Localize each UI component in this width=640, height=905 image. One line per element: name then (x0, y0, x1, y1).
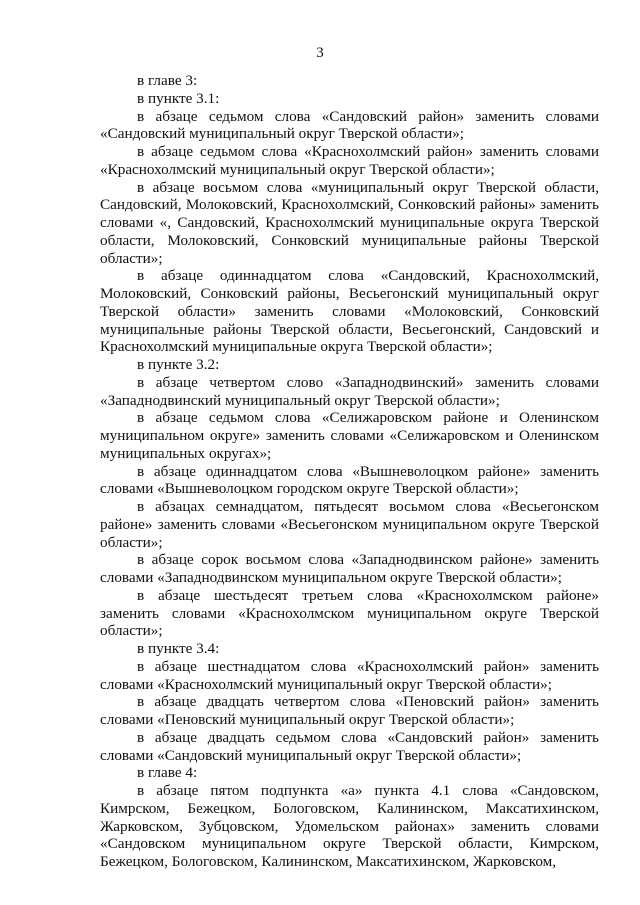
paragraph-amendment: в абзаце одиннадцатом слова «Вышневолоцком районе» заменить словами «Вышневолоцком городском округе Тверской области»; (100, 462, 599, 498)
paragraph-chapter-3: в главе 3: (137, 72, 198, 89)
paragraph-clause-3-1: в пункте 3.1: (137, 89, 220, 107)
document-body (100, 72, 599, 871)
paragraph-amendment: в абзаце одиннадцатом слова «Сандовский, Краснохолмский, Молоковский, Сонковский районы, Весьегонский муниципальный округ Тверской области» заменить словами «Молоковский, Сонковский муниципальные районы Тверской области, Весьегонский, Сандовский и Краснохолмский муниципальные округа Тверской области»; (100, 267, 599, 356)
paragraph-amendment: в абзаце седьмом слова «Селижаровском районе и Оленинском муниципальном округе» заменить словами «Селижаровском и Оленинском муниципальных округах»; (100, 409, 599, 462)
paragraph-clause-3-4: в пункте 3.4: (137, 640, 220, 657)
paragraph-amendment: в абзаце восьмом слова «муниципальный округ Тверской области, Сандовский, Молоковский, Краснохолмский, Сонковский районы» заменить словами «, Сандовский, Краснохолмский муниципальные округа Тверской области, Молоковский, Сонковский муниципальные районы Тверской области»; (100, 178, 599, 267)
paragraph-amendment: в абзаце сорок восьмом слова «Западнодвинском районе» заменить словами «Западнодвинском муниципальном округе Тверской области»; (100, 551, 599, 586)
paragraph-amendment: в абзаце шестьдесят третьем слова «Краснохолмском районе» заменить словами «Краснохолмском муниципальном округе Тверской области»; (100, 586, 599, 640)
paragraph-amendment: в абзаце шестнадцатом слова «Краснохолмский район» заменить словами «Краснохолмский муниципальный округ Тверской области»; (100, 657, 599, 693)
paragraph-amendment: в абзаце седьмом слова «Краснохолмский район» заменить словами «Краснохолмский муниципальный округ Тверской области»; (100, 143, 599, 178)
paragraph-amendment: в абзаце седьмом слова «Сандовский район» заменить словами «Сандовский муниципальный округ Тверской области»; (100, 107, 599, 143)
paragraph-chapter-4: в главе 4: (137, 764, 198, 782)
page-number: 3 (316, 45, 324, 61)
paragraph-amendment: в абзаце пятом подпункта «а» пункта 4.1 слова «Сандовском, Кимрском, Бежецком, Бологовском, Калининском, Максатихинском, Жарковском, Зубцовском, Удомельском районах» заменить словами «Сандовском муниципальном округе Тверской области, Кимрском, Бежецком, Бологовском, Калининском, Максатихинском, Жарковском, (100, 782, 599, 870)
paragraph-clause-3-2: в пункте 3.2: (137, 356, 220, 373)
paragraph-amendment: в абзаце двадцать седьмом слова «Сандовский район» заменить словами «Сандовский муниципальный округ Тверской области»; (100, 728, 599, 764)
paragraph-amendment: в абзацах семнадцатом, пятьдесят восьмом слова «Весьегонском районе» заменить словами «Весьегонском муниципальном округе Тверской области»; (100, 498, 599, 551)
paragraph-amendment: в абзаце двадцать четвертом слова «Пеновский район» заменить словами «Пеновский муниципальный округ Тверской области»; (100, 693, 599, 728)
paragraph-amendment: в абзаце четвертом слово «Западнодвинский» заменить словами «Западнодвинский муниципальный округ Тверской области»; (100, 373, 599, 409)
